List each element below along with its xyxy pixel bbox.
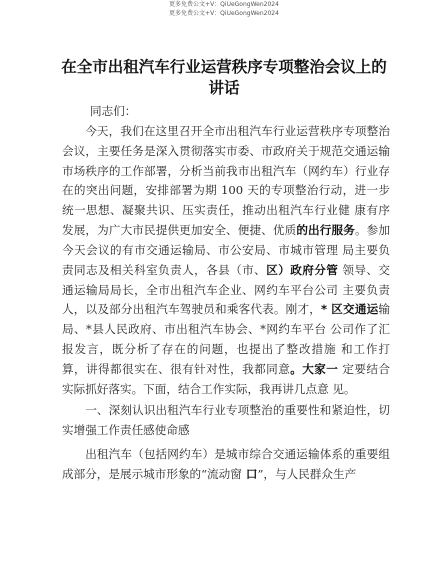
- text-run: 。参加今天会议的有市交通运输局、市公安局、市城市管理 局主要负责同志及相关科室负责人，各县（市、: [62, 223, 390, 277]
- bold-text: * 区交通运: [321, 302, 379, 317]
- document-body: [62, 102, 390, 485]
- text-run: 定要结合实际抓好落实。下面，结合工作实际，我再讲几点意 见。: [62, 361, 390, 396]
- paragraph: [62, 122, 390, 400]
- header-line: 更多免费公文+V：QiUeGongWen2024: [169, 1, 279, 8]
- text-run: 出租汽车（包括网约车）是城市综合交通运输体系的重要组成部分，是展示城市形象的“流动窗: [62, 447, 390, 482]
- bold-text: 的出行服务: [296, 223, 355, 238]
- page-header: [0, 0, 448, 18]
- header-line: 更多免费公文+V：QiUeGongWen2024: [169, 10, 279, 17]
- text-run: 输局、*县人民政府、市出租汽车协会、*网约车平台 公司作了汇报发言，既分析了存在的问题，也提出了整改措施 和工作打算，讲得都很实在、很有针对性，我都同意: [62, 302, 390, 376]
- text-run: ”，与人民群众生产: [257, 467, 357, 482]
- text-run: 领导、交通运输局局长，全市出租汽车企业、网约车平台公司 主要负责人，以及部分出租汽车驾驶员和乘客代表。刚才，: [62, 262, 390, 317]
- paragraph: [62, 445, 390, 485]
- text-run: 今天，我们在这里召开全市出租汽车行业运营秩序专项整治会议，主要任务是深入贯彻落实市委、市政府关于规范交通运输市场秩序的工作部署，分析当前我市出租汽车（网约车）行业存在的突出问题，安排部署为期 100 天的专项整治行动，进一步统一思想、凝聚共识、压实责任，推动出租汽车行业健 康有序发展，为广大市民提供更加安全、便捷、优质: [62, 123, 390, 238]
- salutation: 同志们：: [90, 104, 137, 118]
- bold-text: 口: [241, 467, 258, 482]
- bold-text: 区）政府分管: [266, 262, 339, 277]
- document-title: 在全市出租汽车行业运营秩序专项整治会议上的讲话: [61, 58, 387, 97]
- bold-text: 。大家一: [290, 361, 339, 376]
- section-heading: 一、深刻认识出租汽车行业专项整治的重要性和紧迫性，切实增强工作责任感使命感: [62, 402, 390, 437]
